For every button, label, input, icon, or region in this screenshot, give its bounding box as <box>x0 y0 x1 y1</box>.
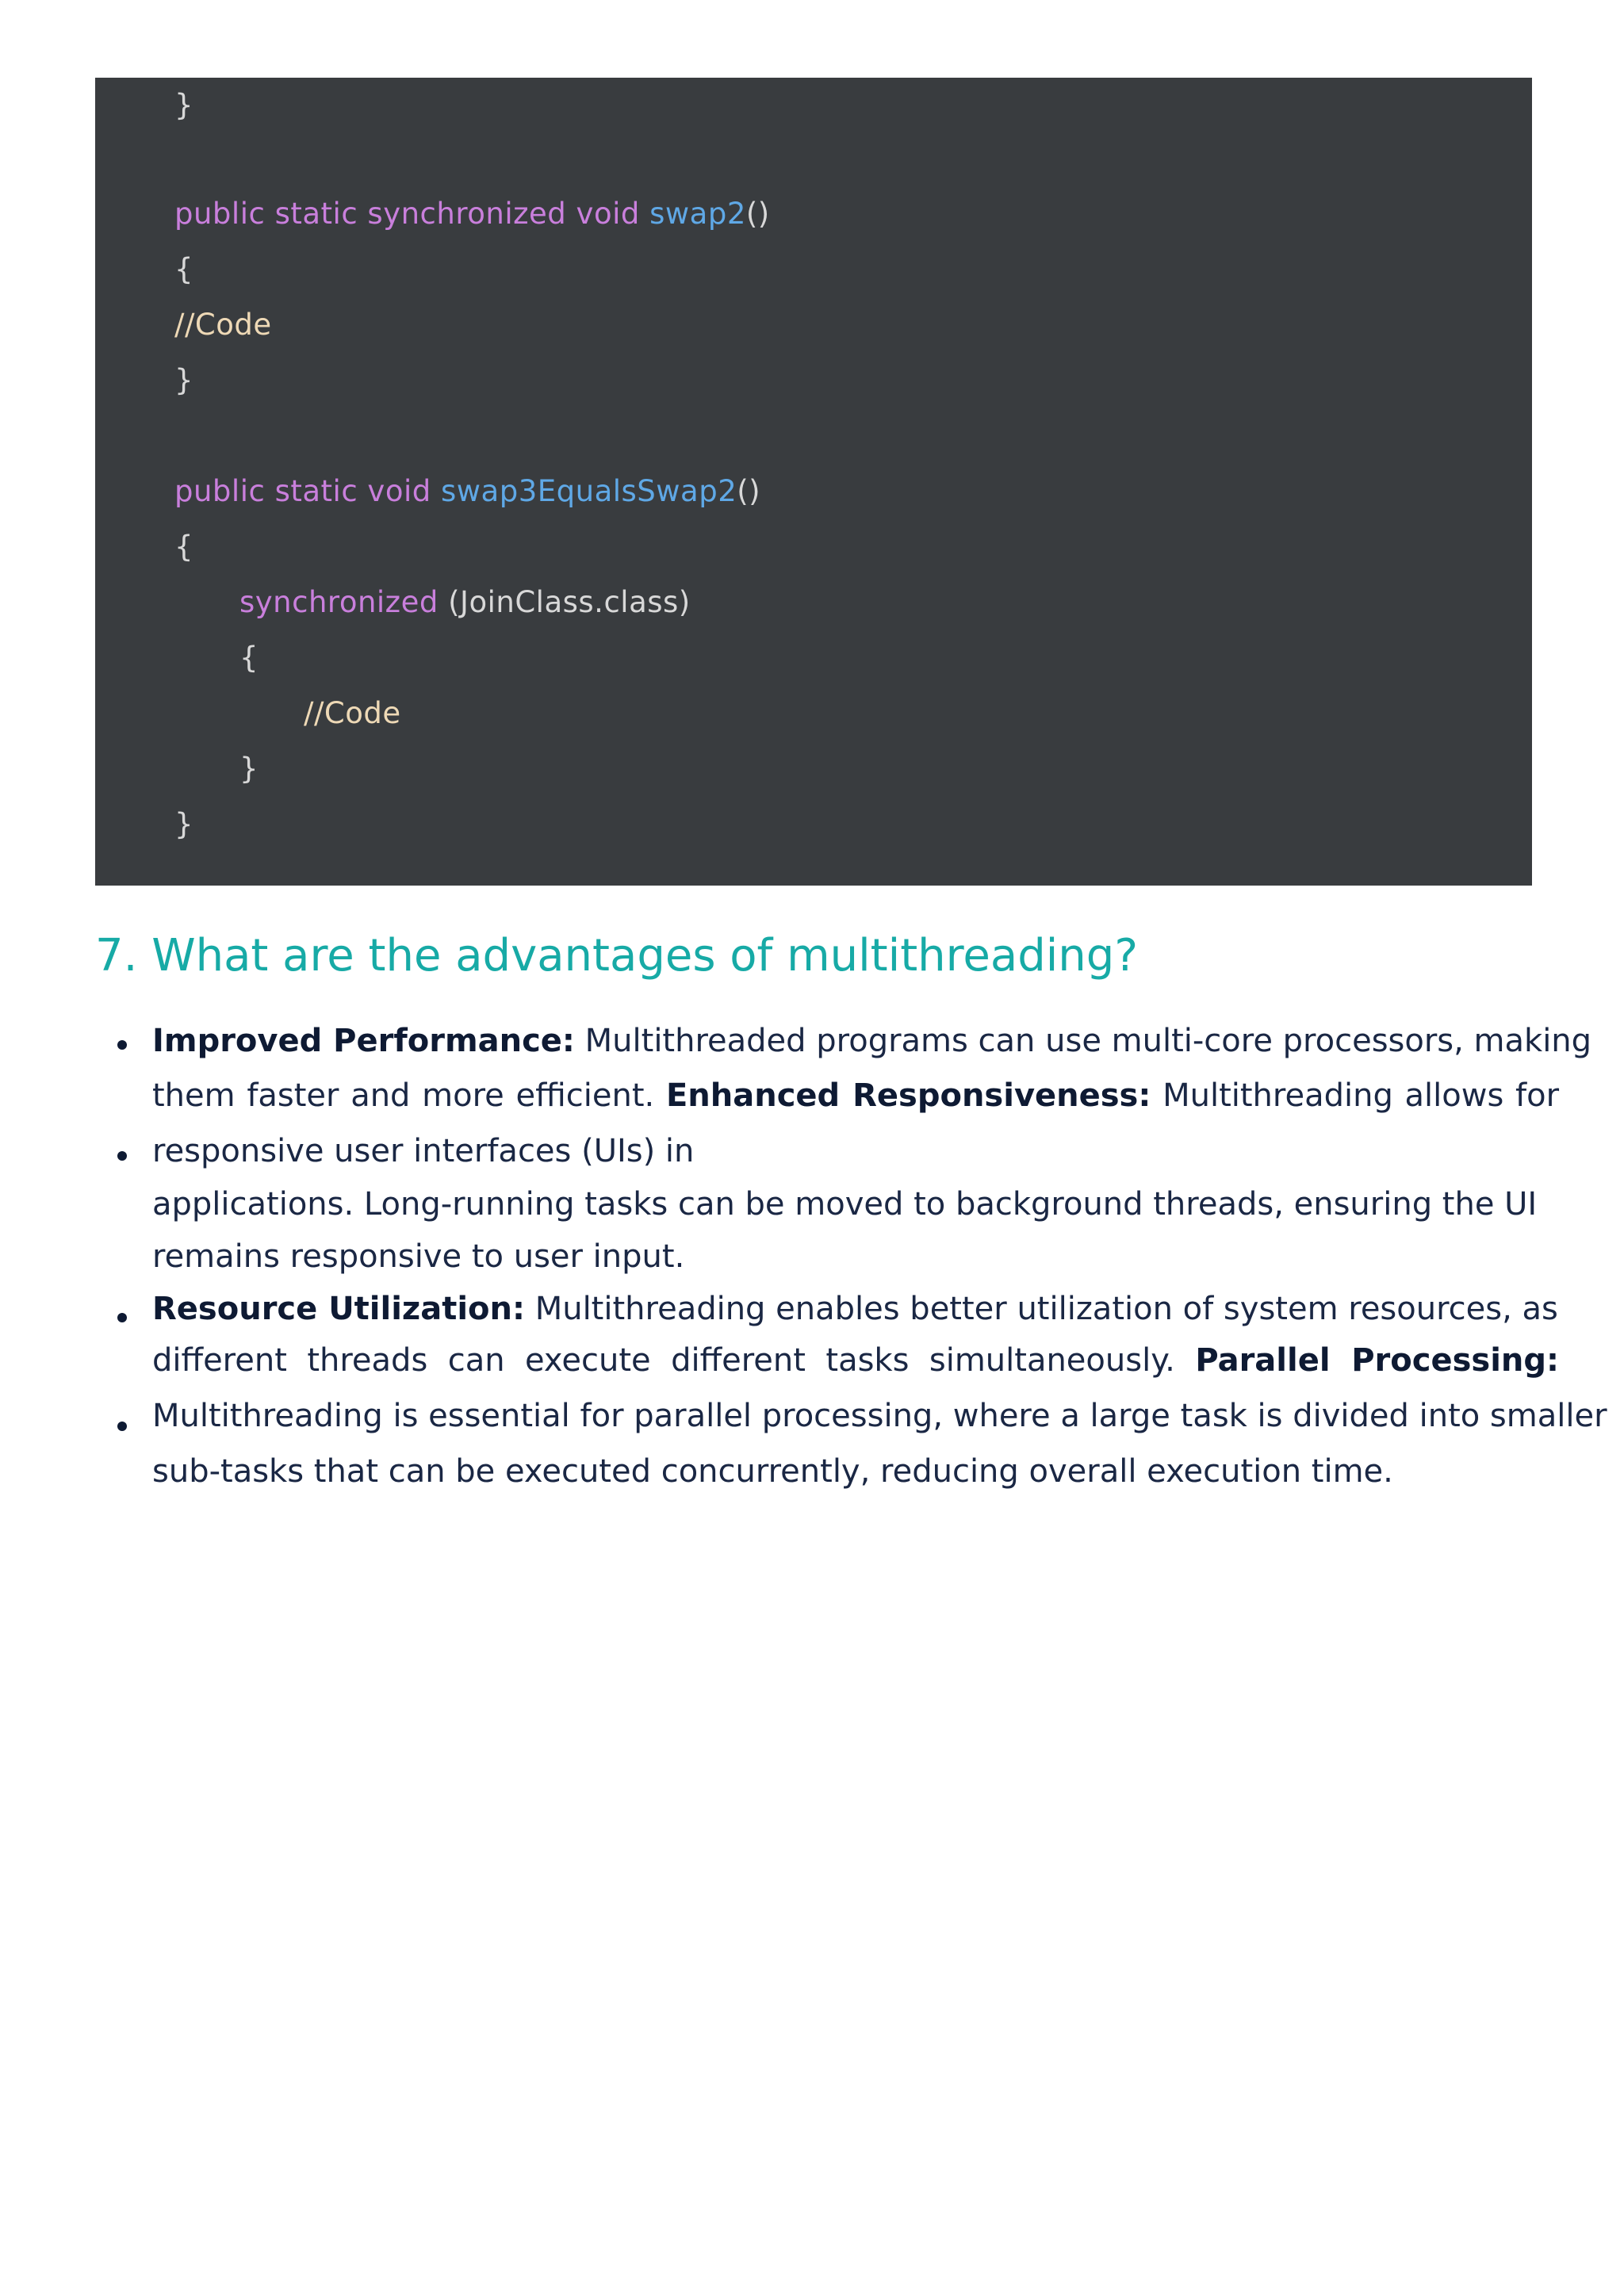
list-item: different threads can execute different tasks simultaneously. Parallel Processing: <box>152 1342 1560 1379</box>
list-item: them faster and more efficient. Enhanced Responsiveness: Multithreading allows for <box>152 1077 1560 1114</box>
code-line: } <box>174 807 194 841</box>
advantage-title: Parallel Processing: <box>1195 1342 1560 1379</box>
bullet-icon <box>117 1151 127 1161</box>
code-line: } <box>174 363 194 397</box>
code-block <box>95 78 1532 886</box>
code-method-name: swap2 <box>649 197 746 231</box>
list-item: remains responsive to user input. <box>152 1238 685 1275</box>
code-line: { <box>174 252 194 286</box>
advantage-title: Enhanced Responsiveness: <box>665 1077 1151 1114</box>
bullet-icon <box>117 1040 127 1050</box>
list-item: applications. Long-running tasks can be moved to background threads, ensuring the UI <box>152 1186 1538 1223</box>
code-keyword-synchronized: synchronized <box>239 585 439 619</box>
code-method-name: swap3EqualsSwap2 <box>441 474 737 508</box>
advantage-title: Resource Utilization: <box>152 1291 525 1327</box>
list-item: sub-tasks that can be executed concurrently, reducing overall execution time. <box>152 1453 1393 1490</box>
code-keywords: public static synchronized void <box>174 197 640 231</box>
bullet-icon <box>117 1313 127 1322</box>
code-comment: //Code <box>174 308 272 342</box>
code-comment: //Code <box>304 696 401 730</box>
code-line: } <box>174 88 194 122</box>
list-item: responsive user interfaces (UIs) in <box>152 1133 695 1169</box>
bullet-icon <box>117 1422 127 1431</box>
code-line: { <box>239 641 259 675</box>
code-line: } <box>239 752 259 786</box>
code-line-swap3-signature: public static void swap3EqualsSwap2() <box>174 474 761 508</box>
list-item: Resource Utilization: Multithreading enables better utilization of system resources, as <box>152 1291 1558 1327</box>
list-item: Multithreading is essential for parallel processing, where a large task is divided into smaller <box>152 1398 1607 1434</box>
section-heading: 7. What are the advantages of multithreading? <box>95 930 1139 982</box>
advantage-title: Improved Performance: <box>152 1023 575 1059</box>
code-line: { <box>174 530 194 564</box>
code-keywords: public static void <box>174 474 431 508</box>
code-line-synchronized: synchronized (JoinClass.class) <box>239 585 691 619</box>
list-item: Improved Performance: Multithreaded programs can use multi-core processors, making <box>152 1023 1592 1059</box>
code-line-swap2-signature: public static synchronized void swap2() <box>174 197 770 231</box>
